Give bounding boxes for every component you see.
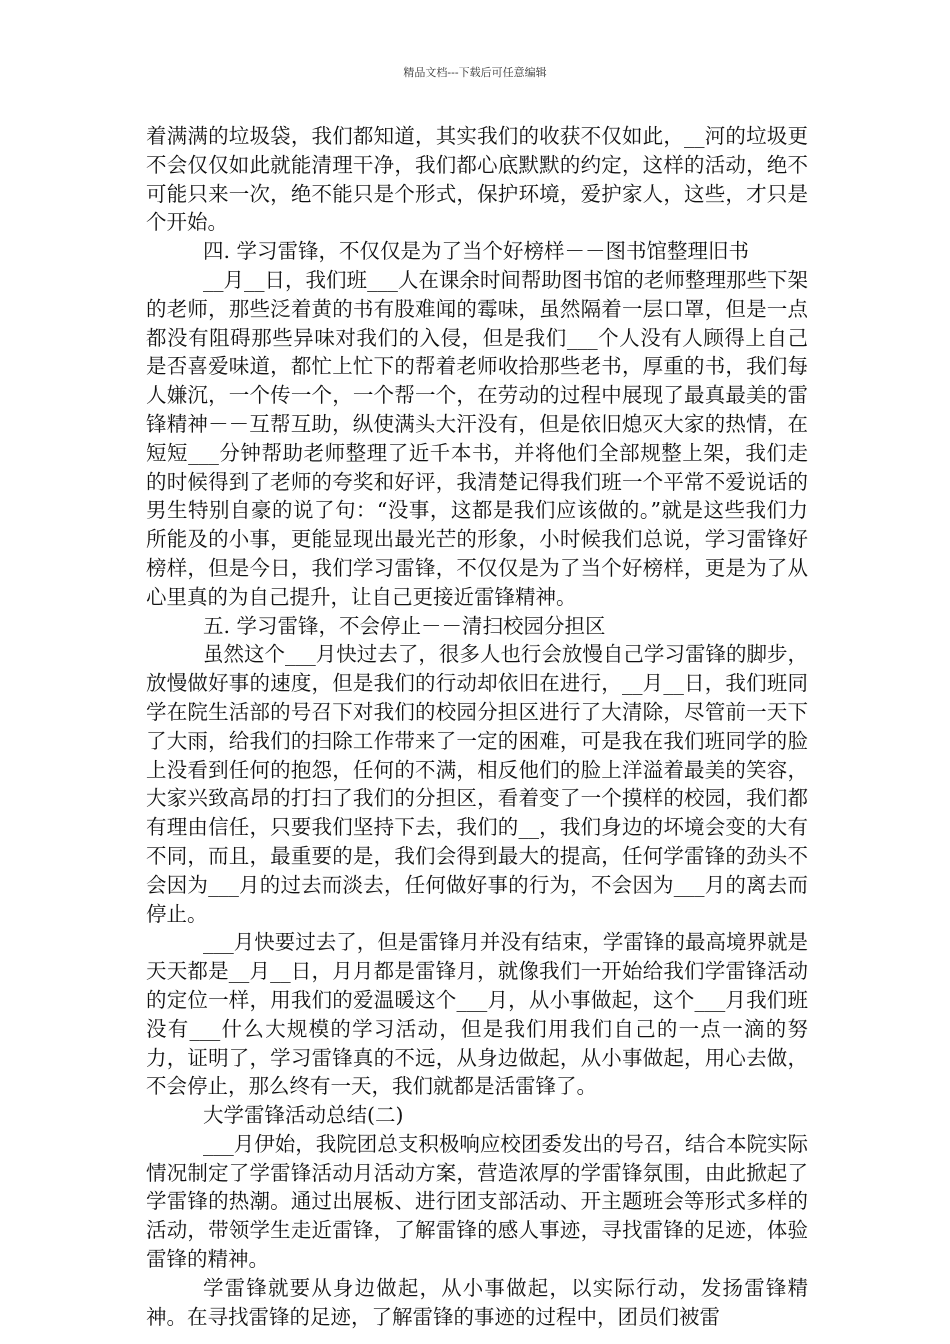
page-header: 精品文档---下载后可任意编辑	[403, 66, 547, 79]
article-title-2: 大学雷锋活动总结(二)	[203, 1103, 404, 1128]
paragraph-library: __月__日，我们班___人在课余时间帮助图书馆的老师整理那些下架的老师，那些泛着黄的书有股难闻的霉味，虽然隔着一层口罩，但是一点都没有阻碍那些异味对我们的入侵，但是我们___个人没有人顾得上自己是否喜爱味道，都忙上忙下的帮着老师收拾那些老书，厚重的书，我们每人嫌沉，一个传一个，一个帮一个，在劳动的过程中展现了最真最美的雷锋精神－－互帮互助，纵使满头大汗没有，但是依旧熄灭大家的热情，在短短___分钟帮助老师整理了近千本书，并将他们全部规整上架，我们走的时候得到了老师的夸奖和好评，我清楚记得我们班一个平常不爱说话的男生特别自豪的说了句：“没事，这都是我们应该做的。”就是这些我们力所能及的小事，更能显现出最光芒的形象，小时候我们总说，学习雷锋好榜样，但是今日，我们学习雷锋，不仅仅是为了当个好榜样，更是为了从心里真的为自己提升，让自己更接近雷锋精神。	[146, 267, 808, 609]
document-body	[146, 122, 808, 1331]
section-heading-5: 五. 学习雷锋，不会停止－－清扫校园分担区	[203, 613, 606, 638]
paragraph-campus-cleaning: 虽然这个___月快过去了，很多人也行会放慢自己学习雷锋的脚步，放慢做好事的速度，但是我们的行动却依旧在进行，__月__日，我们班同学在院生活部的号召下对我们的校园分担区进行了大清除，尽管前一天下了大雨，给我们的扫除工作带来了一定的困难，可是我在我们班同学的脸上没看到任何的抱怨，任何的不满，相反他们的脸上洋溢着最美的笑容，大家兴致高昂的打扫了我们的分担区，看着变了一个摸样的校园，我们都有理由信任，只要我们坚持下去，我们的__，我们身边的坏境会变的大有不同，而且，最重要的是，我们会得到最大的提高，任何学雷锋的劲头不会因为___月的过去而淡去，任何做好事的行为，不会因为___月的离去而停止。	[146, 642, 808, 926]
paragraph-start-from-small: 学雷锋就要从身边做起，从小事做起，以实际行动，发扬雷锋精神。在寻找雷锋的足迹，了解雷锋的事迹的过程中，团员们被雷	[146, 1275, 808, 1329]
paragraph-intro-2: ___月伊始，我院团总支积极响应校团委发出的号召，结合本院实际情况制定了学雷锋活动月活动方案，营造浓厚的学雷锋氛围，由此掀起了学雷锋的热潮。通过出展板、进行团支部活动、开主题班会等形式多样的活动，带领学生走近雷锋，了解雷锋的感人事迹，寻找雷锋的足迹，体验雷锋的精神。	[146, 1131, 808, 1272]
paragraph-conclusion: ___月快要过去了，但是雷锋月并没有结束，学雷锋的最高境界就是天天都是__月__日，月月都是雷锋月，就像我们一开始给我们学雷锋活动的定位一样，用我们的爱温暖这个___月，从小事做起，这个___月我们班没有___什么大规模的学习活动，但是我们用我们自己的一点一滴的努力，证明了，学习雷锋真的不远，从身边做起，从小事做起，用心去做，不会停止，那么终有一天，我们就都是活雷锋了。	[146, 930, 808, 1099]
paragraph-continuation: 着满满的垃圾袋，我们都知道，其实我们的收获不仅如此，__河的垃圾更不会仅仅如此就能清理干净，我们都心底默默的约定，这样的活动，绝不可能只来一次，绝不能只是个形式，保护环境，爱护家人，这些，才只是个开始。	[146, 124, 808, 235]
section-heading-4: 四. 学习雷锋，不仅仅是为了当个好榜样－－图书馆整理旧书	[203, 239, 750, 264]
